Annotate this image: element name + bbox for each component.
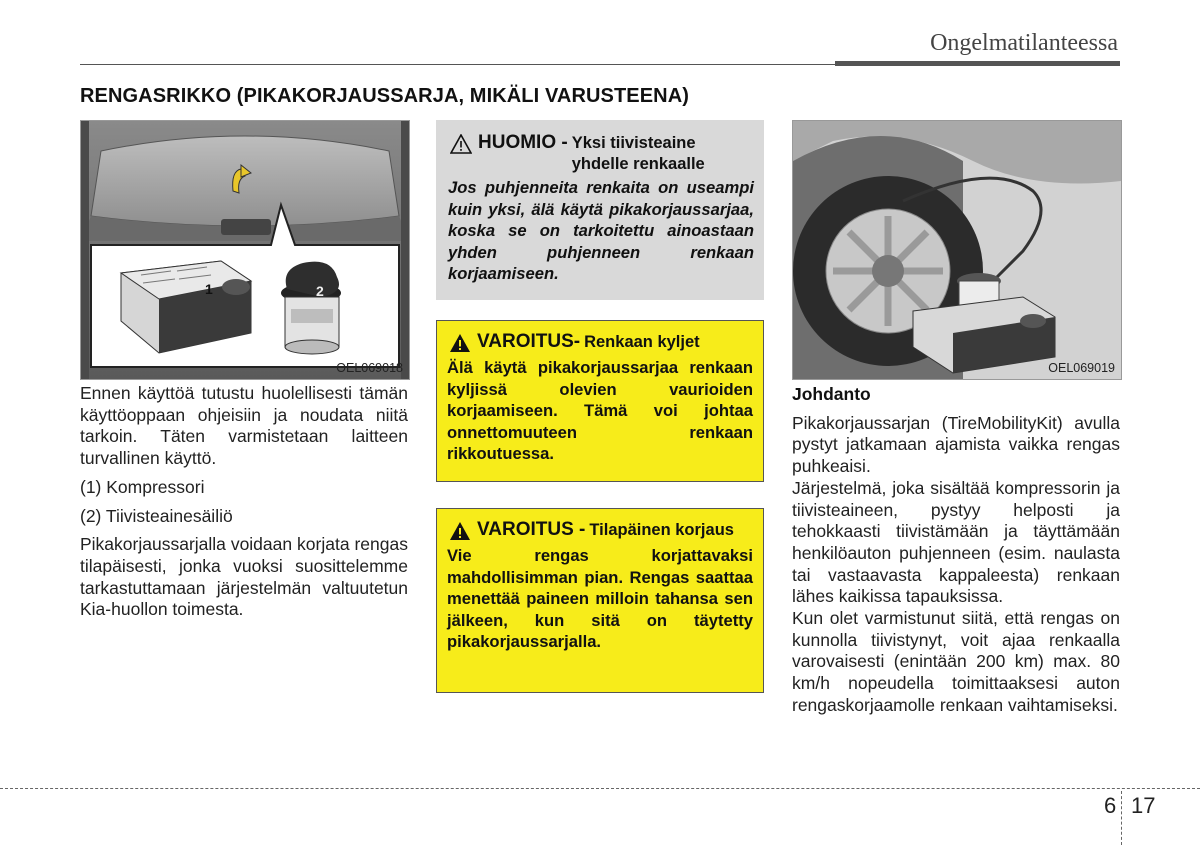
warning-subtitle: Renkaan kyljet — [584, 333, 700, 351]
paragraph-system: Järjestelmä, joka sisältää kompressorin ja tiivisteaineen, pystyy helposti ja tehokkaasti tiivistämään ja täyttämään henkilöauton puhjenneen (esim. naulasta tai vastaavasta kappaleesta) renkaan lähes kaikissa tapauksissa. — [792, 477, 1120, 607]
warning-box-temporary — [436, 508, 764, 693]
callout-number-1: 1 — [205, 281, 213, 297]
header-rule-accent — [835, 61, 1120, 66]
intro-column — [80, 383, 408, 621]
paragraph-driving: Kun olet varmistunut siitä, että rengas on kunnolla tiivistynyt, voit ajaa renkaalla varovaisesti (enintään 200 km) max. 80 km/h nopeudella toimittaaksesi auton rengaskorjaamolle renkaan vaihtamiseksi. — [792, 608, 1120, 715]
repair-paragraph: Pikakorjaussarjalla voidaan korjata rengas tilapäisesti, jonka vuoksi suosittelemme tarkastuttamaan järjestelmän valtuutetun Kia-huollon toimesta. — [80, 534, 408, 620]
warning-triangle-icon — [449, 521, 471, 541]
warning-subtitle: Tilapäinen korjaus — [589, 521, 734, 539]
caution-subtitle: Yksi tiivisteaine yhdelle renkaalle — [571, 134, 705, 173]
footer-divider — [1121, 791, 1122, 845]
warning-label: VAROITUS - — [477, 519, 586, 540]
figure-code: OEL069018 — [336, 361, 403, 375]
subheading-introduction: Johdanto — [792, 384, 871, 404]
warning-text: Vie rengas korjattavaksi mahdollisimman pian. Rengas saattaa menettää paineen milloin tahansa sen jälkeen, kun sitä on täytetty pikakorjaussarjalla. — [447, 546, 753, 651]
figure-code: OEL069019 — [1048, 361, 1115, 375]
warning-triangle-icon — [449, 333, 471, 353]
introduction-column — [792, 384, 1120, 717]
warning-label: VAROITUS- — [477, 331, 581, 352]
caution-label: HUOMIO - — [478, 132, 568, 153]
caution-heading — [448, 132, 754, 175]
intro-paragraph: Ennen käyttöä tutustu huolellisesti tämän käyttöoppaan ohjeisiin ja noudata niitä tarkoin. Täten varmistetaan laitteen turvallinen käyttö. — [80, 383, 408, 469]
callout-number-2: 2 — [316, 283, 324, 299]
figure-tire-compressor — [792, 120, 1122, 380]
caution-triangle-icon — [450, 134, 472, 154]
paragraph-tmk: Pikakorjaussarjan (TireMobilityKit) avulla pystyt jatkamaan ajamista vaikka rengas puhkeaisi. — [792, 412, 1120, 477]
chapter-number: 6 — [1104, 793, 1117, 818]
warning-heading — [447, 519, 753, 541]
caution-text: Jos puhjenneita renkaita on useampi kuin yksi, älä käytä pikakorjaussarjaa, koska se on tarkoitettu ainoastaan yhden puhjenneen renkaan korjaamiseen. — [448, 178, 754, 283]
tire-compressor-illustration — [793, 121, 1121, 379]
section-title: RENGASRIKKO (PIKAKORJAUSSARJA, MIKÄLI VARUSTEENA) — [80, 85, 690, 107]
caution-box — [436, 120, 764, 300]
list-item-sealant: (2) Tiivisteainesäiliö — [80, 505, 233, 526]
warning-box-sidewall — [436, 320, 764, 482]
warning-heading — [447, 331, 753, 353]
warning-text: Älä käytä pikakorjaussarjaa renkaan kyljissä olevien vaurioiden korjaamiseen. Tämä voi johtaa onnettomuuteen renkaan rikkoutuessa. — [447, 358, 753, 463]
figure-trunk-kit — [80, 120, 410, 380]
page-number: 17 — [1131, 793, 1156, 818]
running-header: Ongelmatilanteessa — [930, 30, 1118, 56]
header-rule — [80, 64, 835, 65]
footer-rule — [0, 788, 1200, 789]
list-item-compressor: (1) Kompressori — [80, 476, 205, 497]
trunk-kit-illustration — [81, 121, 409, 379]
